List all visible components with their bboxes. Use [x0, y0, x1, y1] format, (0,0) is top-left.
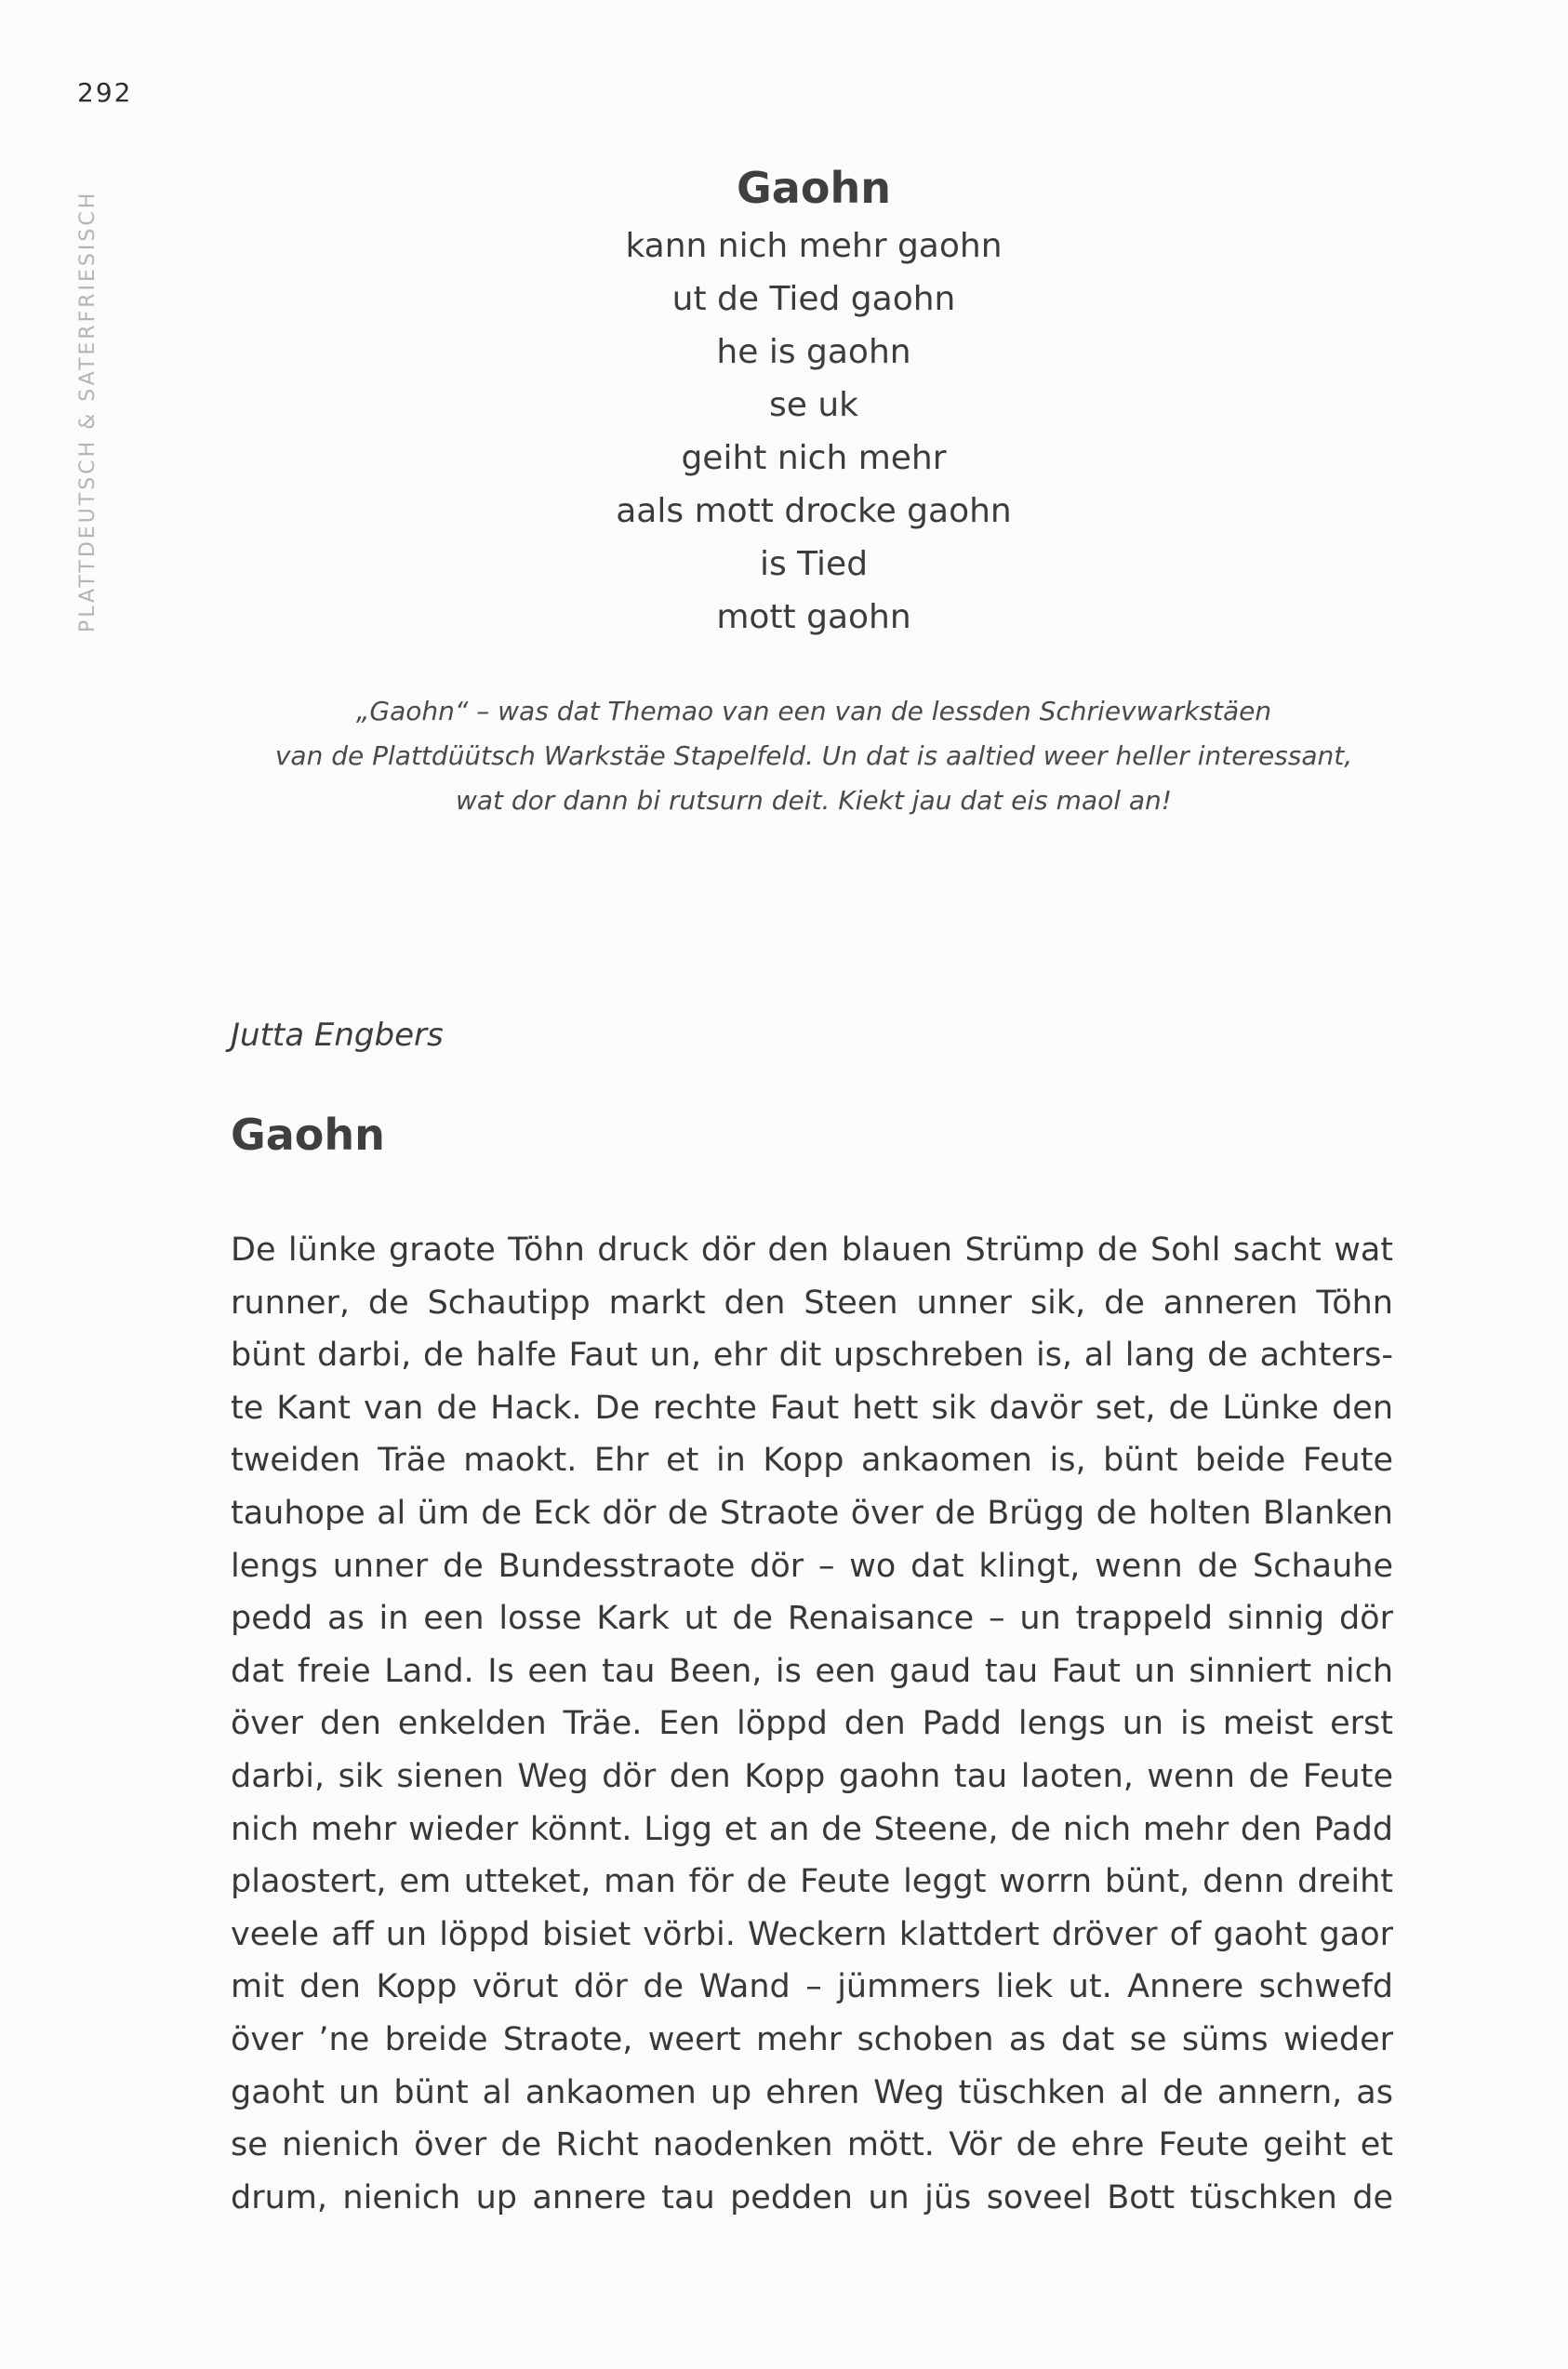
poem-line: mott gaohn: [716, 598, 911, 636]
poem-line: kann nich mehr gaohn: [625, 227, 1003, 265]
body-line: veele aff un löppd bisiet vörbi. Weckern klattdert dröver of gaoht gaor: [231, 1915, 1393, 1953]
body-line: dat freie Land. Is een tau Been, is een gaud tau Faut un sinniert nich: [231, 1652, 1393, 1690]
section-side-label: PLATTDEUTSCH & SATERFRIESISCH: [76, 190, 100, 632]
poem-line: is Tied: [759, 545, 869, 583]
body-line: runner, de Schautipp markt den Steen unner sik, de anneren Töhn: [231, 1284, 1393, 1322]
body-line: bünt darbi, de halfe Faut un, ehr dit upschreben is, al lang de achters-: [231, 1337, 1393, 1375]
poem-line: se uk: [768, 386, 858, 424]
article-author: Jutta Engbers: [231, 1017, 444, 1054]
body-line: gaoht un bünt al ankaomen up ehren Weg tüschken al de annern, as: [231, 2073, 1393, 2111]
intro-line: wat dor dann bi rutsurn deit. Kiekt jau dat eis maol an!: [455, 785, 1173, 816]
poem-line: he is gaohn: [716, 333, 911, 371]
body-line: mit den Kopp vörut dör de Wand – jümmers liek ut. Annere schwefd: [231, 1968, 1393, 2006]
page-number: 292: [77, 77, 133, 108]
article-title: Gaohn: [231, 1110, 385, 1160]
body-line: te Kant van de Hack. De rechte Faut hett sik davör set, de Lünke den: [231, 1389, 1393, 1427]
body-line: tauhope al üm de Eck dör de Straote över de Brügg de holten Blanken: [231, 1494, 1393, 1532]
poem-line: ut de Tied gaohn: [671, 280, 956, 318]
body-line: över den enkelden Träe. Een löppd den Padd lengs un is meist erst: [231, 1705, 1393, 1743]
body-line: nich mehr wieder könnt. Ligg et an de Steene, de nich mehr den Padd: [231, 1810, 1393, 1848]
intro-line: van de Plattdüütsch Warkstäe Stapelfeld. Un dat is aaltied weer heller interessant,: [274, 740, 1353, 771]
body-line: över ’ne breide Straote, weert mehr schoben as dat se süms wieder: [231, 2020, 1393, 2058]
body-line: pedd as in een losse Kark ut de Renaisance – un trappeld sinnig dör: [231, 1600, 1393, 1638]
body-line: tweiden Träe maokt. Ehr et in Kopp ankaomen is, bünt beide Feute: [231, 1442, 1393, 1480]
poem-line: geiht nich mehr: [681, 439, 947, 477]
body-line: darbi, sik sienen Weg dör den Kopp gaohn tau laoten, wenn de Feute: [231, 1757, 1393, 1795]
poem-line: aals mott drocke gaohn: [616, 492, 1012, 530]
body-line: se nienich över de Richt naodenken mött. Vör de ehre Feute geiht et: [231, 2126, 1393, 2164]
article-body: [231, 1224, 1393, 2224]
body-line: drum, nienich up annere tau pedden un jüs soveel Bott tüschken de: [231, 2178, 1393, 2216]
body-line: lengs unner de Bundesstraote dör – wo dat klingt, wenn de Schauhe: [231, 1547, 1393, 1585]
intro-note: [214, 689, 1414, 823]
body-line: plaostert, em utteket, man för de Feute leggt worrn bünt, denn dreiht: [231, 1863, 1393, 1901]
body-line: De lünke graote Töhn druck dör den blauen Strümp de Sohl sacht wat: [231, 1231, 1393, 1269]
poem-block: [233, 156, 1395, 644]
intro-line: „Gaohn“ – was dat Themao van een van de lessden Schrievwarkstäen: [355, 696, 1272, 726]
poem-title: Gaohn: [737, 163, 891, 213]
